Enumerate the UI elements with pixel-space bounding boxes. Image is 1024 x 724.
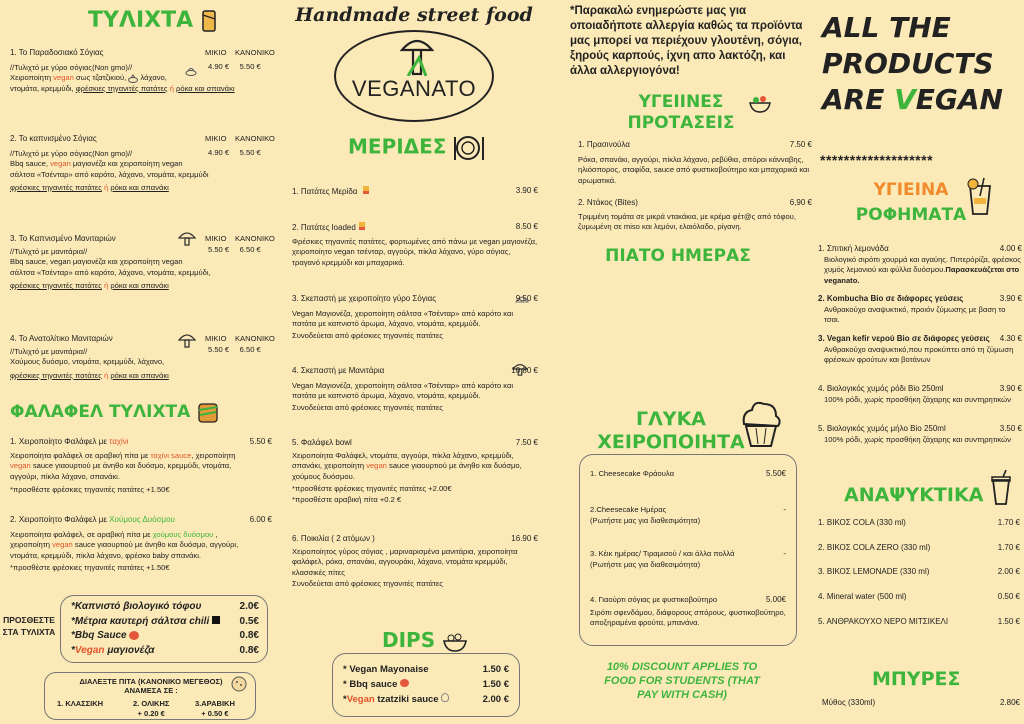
soft-drinks-title: ΑΝΑΨΥΚΤΙΚΑ xyxy=(844,484,984,506)
drink-item-2 xyxy=(818,294,1022,326)
item-name: 4. Σκεπαστή με Μανιτάρια xyxy=(292,366,385,375)
soda-cup-icon xyxy=(990,470,1012,506)
pita-option-1: 1. ΚΛΑΣΣΙΚΗ xyxy=(57,699,104,708)
item-name: 3. Σκεπαστή με χειροποίητο γύρο Σόγιας xyxy=(292,294,437,303)
pita-title: ΔΙΑΛΕΞΤΕ ΠΙΤΑ (ΚΑΝΟΝΙΚΟ ΜΕΓΕΘΟΣ) xyxy=(79,677,223,686)
pita-option-2: 2. ΟΛΙΚΗΣ + 0.20 € xyxy=(133,699,170,718)
soft-drink-row: 5. ΑΝΘΡΑΚΟΥΧΟ ΝΕΡΟ ΜΙΤΣΙΚΕΛΙ 1.50 € xyxy=(818,617,1020,626)
item-extra: *προσθέστε φρέσκιες τηγανιτές πατάτες +1.50€ xyxy=(10,485,170,494)
item-prices: 5.50 € 6.50 € xyxy=(208,245,261,254)
item-desc: Ανθρακούχο αναψυκτικό,που προκύπτει από τη ζύμωση φρέσκων φρούτων και βοτάνων xyxy=(824,344,1014,364)
item-price: 6.00 € xyxy=(249,515,272,524)
drink-item-1 xyxy=(818,244,1022,286)
pita-subtitle: ΑΝΑΜΕΣΑ ΣΕ : xyxy=(124,686,178,695)
item-desc: Βιολογικό σιρόπι χουρμά και αγαύης. Πιπερόρίζα, φρέσκος χυμός λεμονιού και φύλλα δυόσμου.Παρασκευάζεται στο veganato. xyxy=(824,254,1021,285)
item-name: 5. Φαλάφελ bowl xyxy=(292,438,352,447)
wrap-item-1 xyxy=(10,48,282,106)
portion-item-4 xyxy=(292,366,538,413)
item-line: φρέσκιες τηγανιτές πατάτες ή ρόκα και σπανάκι xyxy=(10,281,169,290)
item-price: - xyxy=(783,505,786,514)
item-name: 4. Το Ανατολίτικο Μανιταριών xyxy=(10,334,113,343)
item-price: 5.00€ xyxy=(765,595,786,604)
all-vegan-banner: ALL THE PRODUCTS ARE VEGAN xyxy=(822,11,1003,116)
item-line: αγγούρι, πίκλα λάχανο, σπανάκι. xyxy=(10,471,120,481)
pita-option-3: 3.ΑΡΑΒΙΚΗ + 0.50 € xyxy=(195,699,235,718)
portion-item-2 xyxy=(292,222,538,268)
item-name: 2. Kombucha Bio σε διάφορες γεύσεις xyxy=(818,294,964,303)
item-sizes: ΜΙΚΙΟ ΚΑΝΟΝΙΚΟ xyxy=(205,48,275,57)
falafel-wrap-icon xyxy=(196,400,220,424)
falafel-title: ΦΑΛΑΦΕΛ ΤΥΛΙΧΤΑ xyxy=(10,400,220,424)
item-price: - xyxy=(783,549,786,558)
sweets-box xyxy=(579,454,797,646)
tomato-icon xyxy=(129,631,139,640)
item-price: 5.50€ xyxy=(765,469,786,478)
addons-list xyxy=(71,600,259,658)
item-name: 1. Σπιτική λεμονάδα xyxy=(818,244,889,253)
item-name: 2. Το καπνισμένο Σόγιας xyxy=(10,134,97,143)
falafel-item-1 xyxy=(10,437,272,497)
item-sizes: ΜΙΚΙΟ ΚΑΝΟΝΙΚΟ xyxy=(205,234,275,243)
item-price: 5.50 € xyxy=(249,437,272,446)
pita-icon xyxy=(231,676,247,692)
beers-title: ΜΠΥΡΕΣ xyxy=(872,668,961,690)
pita-box xyxy=(44,672,256,720)
salad-bowl-icon xyxy=(748,94,772,114)
stars-divider: ******************* xyxy=(820,152,934,168)
item-name: 5. Βιολογικός χυμός μήλο Bio 250ml xyxy=(818,424,946,433)
item-line: Bbq sauce, vegan μαγιονέζα και χειροποίητη vegan xyxy=(10,257,183,266)
dish-of-day-title: ΠΙΑΤΟ ΗΜΕΡΑΣ xyxy=(605,246,751,266)
item-name: 1. Πρασινούλα xyxy=(578,140,630,149)
item-name: 2. Πατάτες loaded xyxy=(292,223,356,232)
item-name: 1. Πατάτες Μερίδα xyxy=(292,187,358,196)
garlic-icon xyxy=(441,693,449,702)
wrap-item-3 xyxy=(10,234,282,292)
item-desc: Τριμμένη τομάτα σε μικρά ντακάκια, με κρέμα φέτ@ς από τόφου, ζυμωμένη σε miso και λεμόνι, ελαιόλαδο, ρίγανη. xyxy=(578,211,796,231)
item-price: 16.90 € xyxy=(511,534,538,543)
mushroom-icon xyxy=(178,332,196,348)
wrap-item-4 xyxy=(10,334,282,384)
drink-item-3 xyxy=(818,334,1022,366)
item-name: 6. Ποικιλία ( 2 ατόμων ) xyxy=(292,534,375,543)
addons-label: ΠΡΟΣΘΕΣΤΕ ΣΤΑ ΤΥΛΙΧΤΑ xyxy=(2,615,56,637)
item-desc: 100% ρόδι, χωρίς προσθήκη ζάχαρης και συντηρητικών xyxy=(824,434,1011,444)
item-line: φρέσκιες τηγανιτές πατάτες ή ρόκα και σπανάκι xyxy=(10,183,169,192)
item-line: Χειροποίητα φαλάφελ σε αραβική πίτα με ταχίνι sauce, χειροποίητη xyxy=(10,450,236,460)
soft-drink-row: 3. ΒΙΚΟΣ LEMONADE (330 ml) 2.00 € xyxy=(818,567,1020,576)
drink-item-5 xyxy=(818,424,1022,445)
item-name: 2.Cheesecake Ημέρας xyxy=(590,505,667,514)
item-price: 4.30 € xyxy=(999,334,1022,343)
fries-icon xyxy=(363,186,369,194)
dip-row: * Vegan Mayonaise 1.50 € xyxy=(343,664,509,675)
item-line: Χειροποίητη vegan σως τζατζικιού, λάχανο, xyxy=(10,73,167,82)
item-name: 1. Το Παραδοσιακό Σόγιας xyxy=(10,48,104,57)
item-line: ντομάτα, κρεμμύδι, φρέσκιες τηγανιτές πατάτες ή ρόκα και σπανάκι xyxy=(10,83,235,93)
item-price: 3.50 € xyxy=(999,424,1022,433)
item-name: 1. Χειροποίητο Φαλάφελ με ταχίνι xyxy=(10,437,129,446)
healthy-title: ΥΓΕΙΙΝΕΣ ΠΡΟΤΑΣΕΙΣ xyxy=(627,92,735,133)
item-price: 3.90 € xyxy=(999,384,1022,393)
item-line: Bbq sauce, vegan μαγιονέζα και χειροποίητη vegan xyxy=(10,159,183,168)
item-name: 3. Vegan kefir νερού Bio σε διάφορες γεύσεις xyxy=(818,334,990,343)
item-note: Συνοδεύεται από φρέσκιες τηγανιτές πατάτες xyxy=(292,330,443,340)
item-price: 7.50 € xyxy=(789,140,812,149)
logo-text: VEGANATO xyxy=(351,76,477,101)
item-desc: Vegan Μαγιονέζα, χειροποίητη σάλτσα «Τσένταρ» από καρότο και πατάτα με καπνιστό άρωμα, λάχανο, ντομάτα, κρεμμύδι. xyxy=(292,380,514,400)
item-price: 3.90 € xyxy=(515,186,538,195)
dips-box xyxy=(332,653,520,717)
item-line: //Τυλιχτό με μανιτάρια// xyxy=(10,346,88,356)
item-extra: *προσθέστε αραβική πίτα +0.2 € xyxy=(292,494,402,504)
chili-icon xyxy=(212,616,220,624)
item-desc: (Ρωτήστε μας για διαθεσιμότητα) xyxy=(590,559,701,569)
item-prices: 4.90 € 5.50 € xyxy=(208,62,261,71)
addon-row: *Vegan μαγιονέζα 0.8€ xyxy=(71,644,259,656)
item-name: 1. Cheesecake Φράουλα xyxy=(590,469,674,478)
soft-drinks-list xyxy=(818,518,1020,639)
item-name: 4. Βιολογικός χυμός ρόδι Bio 250ml xyxy=(818,384,944,393)
item-line: σάλτσα «Τσένταρ» από καρότο, λάχανο, ντομάτα, κρεμμύδι xyxy=(10,169,209,179)
allergy-notice: *Παρακαλώ ενημερώστε μας για οποιαδήποτε αλλεργία καθώς τα προϊόντα μας μπορεί να περιέχουν γλουτένη, σόγια, ξηρούς καρπούς, ίχνη απο λακτόζη, και άλλα αλλεργιογόνα! xyxy=(570,5,803,77)
item-prices: 4.90 € 5.50 € xyxy=(208,148,261,157)
item-price: 6,90 € xyxy=(789,198,812,207)
item-price: 7.50 € xyxy=(515,438,538,447)
item-price: 9.50 € xyxy=(515,294,538,303)
soft-drink-row: 2. ΒΙΚΟΣ COLA ZERO (330 ml) 1.70 € xyxy=(818,543,1020,552)
wrap-item-2 xyxy=(10,134,282,192)
cupcake-icon xyxy=(738,398,784,450)
item-name: 3. Το Καπνισμένο Μανιταριών xyxy=(10,234,116,243)
dips-list xyxy=(343,662,509,707)
fries-icon xyxy=(359,222,365,230)
addon-row: *Μέτρια καυτερή σάλτσα chili 0.5€ xyxy=(71,615,259,627)
item-prices: 5.50 € 6.50 € xyxy=(208,345,261,354)
item-price: 4.00 € xyxy=(999,244,1022,253)
item-desc: Vegan Μαγιονέζα, χειροποίητη σάλτσα «Τσένταρ» από καρότο και πατάτα με καπνιστό άρωμα, λάχανο, ντομάτα, κρεμμύδι. xyxy=(292,308,514,328)
tzatziki-icon xyxy=(128,74,138,83)
mushroom-icon xyxy=(178,230,196,246)
portion-item-1 xyxy=(292,186,538,198)
healthy-item-1 xyxy=(578,140,812,186)
tagline: Handmade street food xyxy=(295,4,533,26)
item-line: //Τυλιχτό με γύρο σόγιας(Non gmo)// xyxy=(10,148,133,158)
mushroom-logo-icon xyxy=(400,36,434,76)
item-extra: *προσθέστε φρέσκιες τηγανιτές πατάτες +1.50€ xyxy=(10,563,170,572)
soft-drink-row: 4. Mineral water (500 ml) 0.50 € xyxy=(818,592,1020,601)
item-desc: Ρόκα, σπανάκι, αγγούρι, πίκλα λάχανο, ρεβύθια, σπόροι κάνναβης, ηλιόσπορος, σταφίδα, sauce από φυστικοβούτηρο και μπαχαρικά και αρωματικά. xyxy=(578,154,810,185)
item-line: φρέσκιες τηγανιτές πατάτες ή ρόκα και σπανάκι xyxy=(10,370,169,380)
item-sizes: ΜΙΚΙΟ ΚΑΝΟΝΙΚΟ xyxy=(205,334,275,343)
drink-item-4 xyxy=(818,384,1022,405)
item-price: 8.50 € xyxy=(515,222,538,231)
addon-row: *Καπνιστό βιολογικό τόφου 2.0€ xyxy=(71,601,259,612)
portion-item-5 xyxy=(292,438,538,505)
item-line: vegan sauce γιαουρτιού με άνηθο και δυόσμο, κρεμμύδι, ντομάτα, xyxy=(10,461,232,470)
wrap-icon xyxy=(201,9,217,33)
beer-row: Μύθος (330ml) 2.80€ xyxy=(822,698,1020,707)
item-line: //Τυλιχτό με γύρο σόγιας(Non gmo)// xyxy=(10,62,133,72)
tomato-icon xyxy=(400,679,409,687)
item-extra: *προσθέστε φρέσκιες τηγανιτές πατάτες +2.00€ xyxy=(292,484,452,493)
addon-row: *Bbq Sauce 0.8€ xyxy=(71,630,259,641)
sweet-item-3 xyxy=(590,549,786,570)
item-name: 2. Ντάκος (Bites) xyxy=(578,198,638,207)
logo xyxy=(334,30,494,122)
item-desc: (Ρωτήστε μας για διαθεσιμότητα) xyxy=(590,515,701,525)
sweet-item-4 xyxy=(590,595,786,629)
soft-drink-row: 1. ΒΙΚΟΣ COLA (330 ml) 1.70 € xyxy=(818,518,1020,527)
item-desc: 100% ρόδι, χωρίς προσθήκη ζάχαρης και συντηρητικών xyxy=(824,394,1011,404)
addons-box xyxy=(60,595,268,663)
drinks-title: ΥΓΙΕΙΝΑ ΡΟΦΗΜΑΤΑ xyxy=(855,180,967,225)
item-line: χειροποίητη vegan sauce γιαουρτιού με άνηθο και δυόσμο, αγγούρι, xyxy=(10,540,239,549)
tzatziki-icon xyxy=(185,66,197,76)
portion-item-6 xyxy=(292,534,538,590)
item-price: 10.80 € xyxy=(511,366,538,375)
item-desc: Σιρόπι σφενδάμου, διάφορους σπόρους, φυστικοβούτηρο, αποξηραμένα φρούτα, μπανάνα. xyxy=(590,607,786,627)
wraps-title: ΤΥΛΙΧΤΑ xyxy=(88,8,217,33)
sweet-item-1 xyxy=(590,469,786,480)
sweets-title: ΓΛΥΚΑ ΧΕΙΡΟΠΟΙΗΤΑ xyxy=(597,408,745,453)
item-desc: Φρέσκιες τηγανιτές πατάτες, φορτωμένες από πάνω με vegan μαγιονέζα, χειροποίητο vegan τσένταρ, αγγούρι, πίκλα λάχανο, γύρο σόγιας, τραγανό κρεμμύδι και μπαχαρικά. xyxy=(292,236,538,267)
item-name: 3. Κέικ ημέρας/ Τιραμισού / και άλλα πολλά xyxy=(590,549,735,558)
student-discount: 10% DISCOUNT APPLIES TO FOOD FOR STUDENTS (THAT PAY WITH CASH) xyxy=(604,661,760,701)
plate-cutlery-icon xyxy=(453,134,487,162)
item-desc: Ανθρακούχο αναψυκτικό, προιόν ζύμωσης με βαση το τσαι. xyxy=(824,304,1006,324)
lemonade-glass-icon xyxy=(966,176,996,216)
dip-bowl-icon xyxy=(442,631,468,653)
item-line: Χούμους δυόσμο, ντομάτα, κρεμμύδι, λάχανο, xyxy=(10,357,165,366)
item-line: Χειροποίητα φαλάφελ, σε αραβική πίτα με χούμους δυόσμου , xyxy=(10,529,218,539)
item-desc: Χειροποίητα Φαλάφελ, ντομάτα, αγγούρι, πίκλα λάχανο, κρεμμύδι, σπανάκι, χειροποίητη vegan sauce γιαουρτιού με άνηθο και δυόσμο, χούμους δυόσμου. xyxy=(292,450,522,481)
portions-title: ΜΕΡΙΔΕΣ xyxy=(348,134,487,162)
dip-row: *Vegan tzatziki sauce 2.00 € xyxy=(343,694,509,705)
item-name: 2. Χειροποίητο Φαλάφελ με Χούμους Δυόσμου xyxy=(10,515,175,524)
item-note: Συνοδεύεται από φρέσκιες τηγανιτές πατάτες xyxy=(292,579,443,588)
dip-row: * Bbq sauce 1.50 € xyxy=(343,679,509,690)
item-price: 3.90 € xyxy=(999,294,1022,303)
portion-item-3 xyxy=(292,294,538,341)
falafel-item-2 xyxy=(10,515,272,575)
sweet-item-2 xyxy=(590,505,786,526)
item-line: ντομάτα, κρεμμύδι, πίκλα λάχανο, φρέσκο baby σπανάκι. xyxy=(10,550,202,560)
healthy-item-2 xyxy=(578,198,812,233)
item-name: 4. Γιαούρτι σόγιας με φυστικοβούτηρο xyxy=(590,595,718,604)
item-line: //Τυλιχτό με μανιτάρια// xyxy=(10,246,88,256)
item-desc: Χειροποίητος γύρος σόγιας , μαριναρισμένα μανιτάρια, χειροποίητα φαλάφελ, ρόκα, σπανάκι, αγγουράκι, λάχανο, ντομάτα κρεμμύδι, κλασσικές πίτες xyxy=(292,546,518,577)
item-note: Συνοδεύεται από φρέσκιες τηγανιτές πατάτες xyxy=(292,402,443,412)
item-sizes: ΜΙΚΙΟ ΚΑΝΟΝΙΚΟ xyxy=(205,134,275,143)
dips-title: DIPS xyxy=(382,628,468,653)
item-line: σάλτσα «Τσένταρ» από καρότο, λάχανο, ντομάτα, κρεμμύδι, xyxy=(10,267,211,277)
